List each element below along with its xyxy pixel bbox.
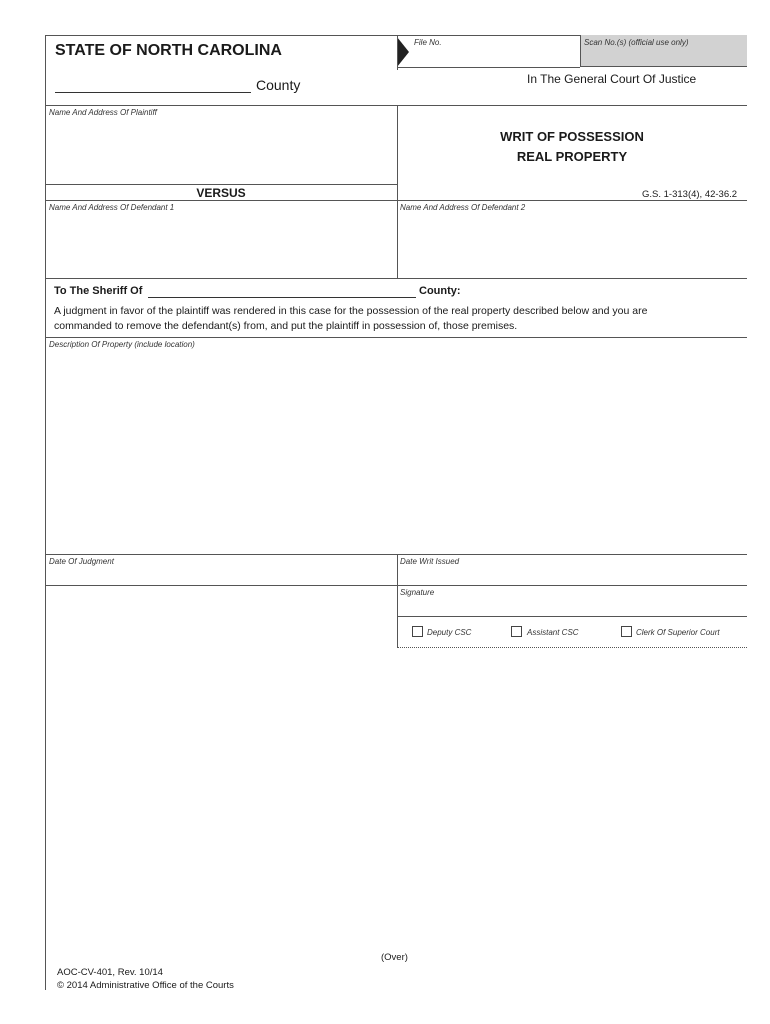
document-title (397, 129, 747, 164)
order-text-line1: A judgment in favor of the plaintiff was rendered in this case for the possession of the real property described below and you are (54, 305, 648, 317)
clerk-superior-court-checkbox[interactable] (621, 626, 632, 637)
scan-no-label: Scan No.(s) (official use only) (584, 38, 689, 47)
sheriff-label: To The Sheriff Of (54, 285, 143, 297)
order-text-line2: commanded to remove the defendant(s) from, and put the plaintiff in possession of, those premises. (54, 320, 518, 332)
header-bottom-border (45, 105, 747, 106)
signature-label: Signature (400, 588, 435, 597)
signature-field[interactable] (398, 598, 746, 615)
assistant-csc-checkbox[interactable] (511, 626, 522, 637)
versus-label: VERSUS (196, 186, 246, 200)
assistant-csc-label: Assistant CSC (527, 628, 579, 637)
document-title-line2: REAL PROPERTY (516, 149, 628, 164)
deputy-csc-checkbox[interactable] (412, 626, 423, 637)
file-no-underline[interactable] (397, 67, 580, 68)
clerk-superior-court-label: Clerk Of Superior Court (636, 628, 720, 637)
deputy-csc-label: Deputy CSC (427, 628, 472, 637)
dates-bottom-line (45, 585, 747, 586)
versus-top-line (45, 184, 397, 185)
property-description-label: Description Of Property (include location) (49, 340, 195, 349)
defendant2-label: Name And Address Of Defendant 2 (400, 203, 526, 212)
file-marker-icon (397, 37, 409, 67)
date-writ-issued-label: Date Writ Issued (400, 557, 460, 566)
property-bottom-line (45, 554, 747, 555)
form-id: AOC-CV-401, Rev. 10/14 (57, 967, 163, 978)
state-title: STATE OF NORTH CAROLINA (55, 42, 282, 59)
over-label: (Over) (381, 952, 408, 963)
county-label: County (256, 77, 301, 93)
plaintiff-label: Name And Address Of Plaintiff (49, 108, 157, 117)
court-name: In The General Court Of Justice (527, 72, 697, 86)
order-bottom-line (45, 337, 747, 338)
defendant1-label: Name And Address Of Defendant 1 (49, 203, 175, 212)
parties-bottom-line (45, 278, 747, 279)
date-of-judgment-label: Date Of Judgment (49, 557, 114, 566)
defendants-top-line (397, 200, 747, 201)
sheriff-county-blank[interactable] (148, 297, 416, 298)
order-text (54, 304, 744, 334)
file-box-left (397, 35, 398, 70)
sheriff-county-label: County: (419, 285, 461, 297)
file-no-label: File No. (414, 38, 442, 47)
county-blank-line[interactable] (55, 92, 251, 93)
document-title-line1: WRIT OF POSSESSION (500, 129, 644, 144)
copyright: © 2014 Administrative Office of the Courts (57, 980, 234, 991)
property-description-area[interactable] (46, 352, 746, 552)
versus-bottom-line (45, 200, 397, 201)
signature-line (397, 616, 747, 617)
signature-bottom-line (397, 647, 747, 648)
statute-reference: G.S. 1-313(4), 42-36.2 (642, 189, 738, 200)
